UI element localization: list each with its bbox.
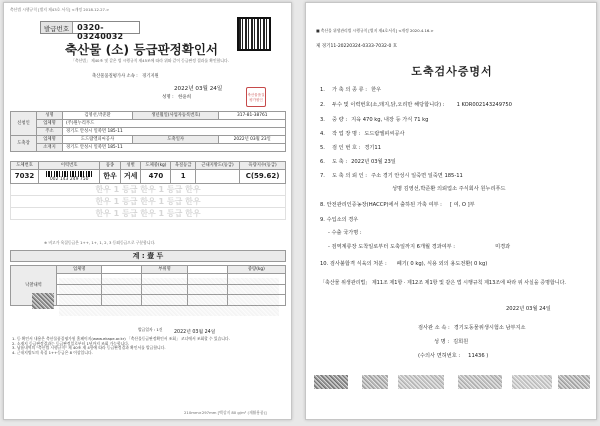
note-item: 2. 소재지 등급판정결과는 등급판정일로부터 1년까지 조회 가능합니다. [12, 340, 130, 346]
field-requester: 7. 도 축 의 뢰 인 : 주소 경기 안성시 일죽면 일죽면 185-11 [320, 173, 463, 179]
grade-header: 도체번호 [11, 162, 39, 170]
buyer-label: 낙찰내역 [11, 266, 57, 306]
carcass-weight: 470 [141, 170, 171, 184]
watermark-row: 한우 1 등급 한우 1 등급 한우 [11, 184, 286, 196]
security-strip-image [314, 375, 348, 389]
note-item: 3. 납품내역의 "축산법 시행규칙" 제 40조 제 4항에 따라 등급판정결과 확인서를 발급합니다. [12, 345, 166, 351]
grade-footnote: ※ 비고가 육질등급은 1++, 1+, 1, 2, 3 등외등급으로 구분합니다. [44, 240, 156, 245]
slaughter-date: 2022년 03월 23일 [219, 136, 286, 144]
org-line: 축산물품질평가사 소속 : 경기지원 [92, 74, 159, 79]
form-header-note: ■ 축산물 위생관리법 시행규칙 [별지 제4호서식] <개정 2020.4.16.> [316, 28, 434, 33]
slaughterhouse-name: 도드람엘피씨공사 [63, 136, 133, 144]
applicant-table: 신청인 성명 김영선,박준환 생년월일(사업자등록번호) 317-81-38761 업체명 (주)원누리푸드 주소 경기도 안성시 일죽면 185-11 도축장 업체명 도드람엘피씨공사 도축일자 2022년 03월 23일 소재지 경기도 안성시 일죽면 185-11 [10, 111, 286, 152]
stamp-image [32, 293, 54, 309]
slaughterhouse-label: 도축장 [11, 136, 37, 152]
field-export-country: - 수출 국가명 : [328, 230, 362, 236]
grade-header: 근내지방도(등급) [195, 162, 239, 170]
paper-size: 210mm×297mm [백상지 80 g/m² (재활용품)] [184, 410, 267, 415]
watermark-row: 한우 1 등급 한우 1 등급 한우 [11, 208, 286, 220]
field-weight: 3. 중 량 : 지육 470 kg, 내장 등 가식 71 kg [320, 117, 429, 123]
document-number: 제 경기11-20220324-0333-7032-0 호 [316, 44, 398, 49]
buyer-header: 중량(kg) [227, 266, 285, 274]
issue-date: 2022년 03월 24일 [506, 306, 551, 312]
trace-number: 002 143 249 750 [49, 176, 89, 182]
grading-certificate [3, 2, 292, 420]
applicant-company: (주)원누리푸드 [63, 120, 286, 128]
security-strip-image [512, 375, 552, 389]
evaluator-name: 성명 : 한윤희 [162, 95, 192, 100]
grade-result-row [11, 170, 286, 184]
issue-number-label: 발급번호 [41, 22, 73, 33]
grade-header: 성별 [120, 162, 141, 170]
field-disposal: 10. 검사불합격 식육의 처분 : 폐기( 0 kg), 식용 외의 용도전환( 0 kg) [320, 261, 488, 267]
note-item: 1. 등 확인서 내용은 축산물품질평가원 홈페이지(www.ekape.or.kr) 「축산물등급판정확인서 조회」 코너에서 조회할 수 있습니다. [12, 336, 230, 341]
grade-table [10, 161, 286, 220]
breed: 한우 [100, 170, 121, 184]
document-title: 축산물 (소) 등급판정확인서 [65, 42, 218, 57]
vet-license: (수의사 면허번호 : 11436 ) [418, 353, 489, 359]
field-head-count: 2. 두수 및 이력번호(소,돼지,닭,오리만 해당합니다) : 1 KOR002143249750 [320, 102, 512, 108]
inspector-org: 검사관 소 속 : 경기도동물위생시험소 남부지소 [418, 325, 526, 331]
applicant-name: 김영선,박준환 [63, 112, 133, 120]
issued-date: 2022년 03월 24일 [174, 330, 216, 335]
yield-grade: C(59.62) [240, 170, 286, 184]
document-title: 도축검사증명서 [411, 65, 493, 78]
inspector-name: 성 명 : 김희원 [434, 339, 469, 345]
issue-number: 0320-03240032 [77, 23, 124, 41]
note-item: 4. 근내지방도의 육질 1++등급은 8 이상입니다. [12, 349, 93, 355]
form-header-note: 축산법 시행규칙 [별지 제43호 서식] <개정 2018.12.27.> [10, 7, 110, 12]
grade-header: 도체중(kg) [141, 162, 171, 170]
grade-header: 육량지수(등급) [240, 162, 286, 170]
official-seal: 축산물품질평가원인 [246, 87, 266, 107]
field-requester-name: 성명 김영선,박준환 의뢰업소 주식회사 원누리푸드 [392, 186, 506, 192]
applicant-address: 경기도 안성시 일죽면 185-11 [63, 128, 286, 136]
sex: 거세 [120, 170, 141, 184]
grade-header: 육질등급 [171, 162, 195, 170]
field-quarantine: - 검역계류장 도착일로부터 도축일까지 6개월 경과여부 : 미경과 [328, 244, 511, 250]
field-workplace: 4. 작 업 장 명 : 도드람엘피씨공사 [320, 131, 405, 137]
field-imported: 9. 수입소의 경우 [320, 217, 359, 223]
field-inspection-number: 5. 검 인 번 호 : 경기11 [320, 145, 382, 151]
watermark-row: 한우 1 등급 한우 1 등급 한우 [11, 196, 286, 208]
grade-header: 이력번호 [39, 162, 100, 170]
quality-grade: 1 [171, 170, 195, 184]
marbling-grade [195, 170, 239, 184]
security-strip-image [458, 375, 502, 389]
total-count: 계 : 壹 두 [10, 250, 286, 262]
issue-number-box [40, 21, 140, 41]
buyer-header: 업체명 [57, 266, 102, 274]
issued-note: 발급일자 : 1건 [138, 327, 163, 332]
security-strip-image [558, 375, 590, 389]
slaughter-inspection-certificate [305, 2, 597, 420]
business-number: 317-81-38761 [219, 112, 286, 120]
security-pattern [59, 278, 279, 316]
field-haccp: 8. 안전관리인증농장(HACCP)에서 출하된 가축 여부 : [ 여, O ]부 [320, 202, 475, 208]
intro-text: 「축산법」 제40조 및 같은 법 시행규칙 제45조에 따라 위와 같이 등급판정 결과를 확인합니다. [71, 58, 229, 63]
notes [12, 337, 286, 355]
security-strip-image [362, 375, 388, 389]
security-strip-image [398, 375, 444, 389]
field-slaughter-date: 6. 도 축 : 2022년 03월 23일 [320, 159, 396, 165]
declaration: 「축산물 위생관리법」 제11조 제1항 · 제12조 제1항 및 같은 법 시행규칙 제13조에 따라 위 사실을 증명합니다. [320, 280, 567, 286]
applicant-label: 신청인 [11, 112, 37, 136]
grade-header: 품종 [100, 162, 121, 170]
issue-date: 2022년 03월 24일 [174, 86, 223, 92]
carcass-number: 7032 [11, 170, 39, 184]
field-livestock-type: 1. 가 축 의 종 류 : 한우 [320, 87, 382, 93]
slaughterhouse-address: 경기도 안성시 일죽면 185-11 [63, 144, 286, 152]
buyer-header: 부위명 [142, 266, 187, 274]
